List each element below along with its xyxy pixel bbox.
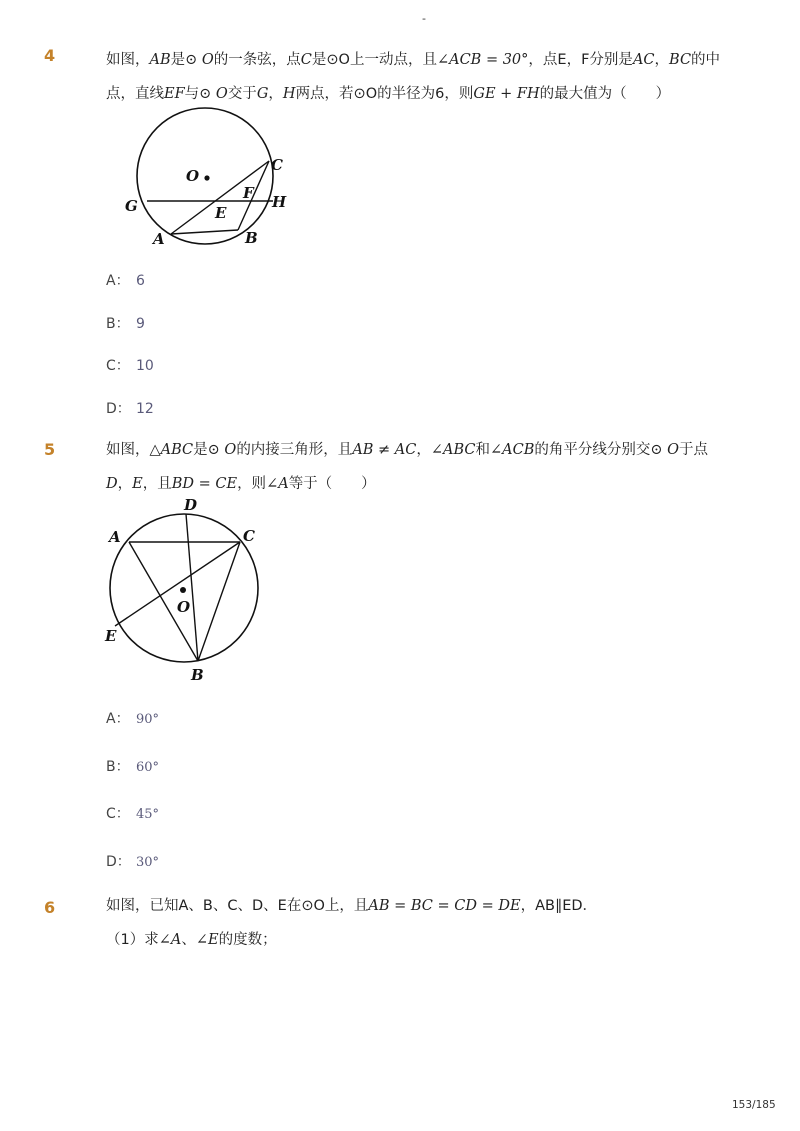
option-value: 45°: [136, 807, 160, 822]
stem-text: 交于: [227, 86, 257, 102]
page-number: 153/185: [732, 1099, 776, 1111]
center-point: [180, 587, 186, 593]
stem-math: AC: [632, 52, 655, 68]
question-4-figure: [118, 104, 298, 254]
label-a: A: [109, 528, 121, 546]
stem-math: AB ≠ AC: [352, 442, 417, 458]
stem-math: ⊙ O: [650, 442, 680, 458]
stem-text: ，: [117, 476, 133, 492]
stem-text: 的中点，直线: [106, 52, 721, 102]
page-top-mark: -: [422, 12, 426, 25]
option-value: 6: [136, 273, 145, 289]
question-5-option-a[interactable]: [106, 708, 159, 730]
option-label: B：: [106, 759, 130, 775]
stem-text: ，: [416, 442, 431, 458]
question-4-option-a[interactable]: [106, 270, 145, 292]
stem-text: 是: [193, 442, 208, 458]
center-point: [204, 175, 209, 180]
stem-text: 的一条弦，点: [213, 52, 301, 68]
stem-math: ∠ABC: [430, 442, 476, 458]
stem-math: H: [282, 86, 296, 102]
stem-math: ∠A: [266, 476, 289, 492]
label-f: F: [243, 184, 254, 202]
option-label: B：: [106, 316, 130, 332]
option-label: D：: [106, 854, 131, 870]
stem-text: ，AB∥ED．: [520, 898, 598, 914]
question-6-subpart-1: [106, 923, 726, 957]
stem-math: AB: [149, 52, 171, 68]
question-4-number: 4: [44, 46, 56, 65]
option-value: 9: [136, 316, 145, 332]
question-6-number: 6: [44, 898, 56, 917]
stem-text: ，且: [142, 476, 172, 492]
stem-text: 如图，已知A、B、C、D、E在⊙O上，且: [106, 898, 369, 914]
question-4-option-d[interactable]: [106, 398, 154, 420]
stem-text: 的角平分线分别交: [534, 442, 651, 458]
stem-math: ⊙ O: [207, 442, 237, 458]
stem-math: EF: [164, 86, 185, 102]
option-value: 60°: [136, 760, 160, 775]
stem-text: 和: [475, 442, 491, 458]
question-5-figure: [100, 496, 270, 688]
stem-text: 的内接三角形，且: [236, 442, 353, 458]
stem-text: 的最大值为（ ）: [539, 86, 671, 102]
stem-math: G: [256, 86, 269, 102]
option-value: 12: [136, 401, 154, 417]
circle-o: [137, 108, 273, 244]
option-label: A：: [106, 273, 130, 289]
option-value: 30°: [136, 855, 160, 870]
label-b: B: [245, 229, 258, 247]
stem-text: ，: [268, 86, 283, 102]
stem-math: ∠A: [158, 932, 182, 948]
stem-text: 与: [184, 86, 200, 102]
option-value: 10: [136, 358, 154, 374]
stem-text: 等于（ ）: [288, 476, 376, 492]
label-b: B: [191, 666, 204, 684]
stem-text: 于点: [679, 442, 709, 458]
label-c: C: [243, 527, 255, 545]
label-a: A: [153, 230, 165, 248]
stem-math: GE + FH: [473, 86, 540, 102]
stem-math: ⊙ O: [199, 86, 228, 102]
question-5-option-c[interactable]: [106, 803, 159, 825]
stem-math: AB = BC = CD = DE: [368, 898, 521, 914]
option-label: A：: [106, 711, 130, 727]
stem-text: （1）求: [106, 932, 159, 948]
label-e: E: [215, 204, 227, 222]
stem-math: ∠E: [195, 932, 219, 948]
question-6-stem: [106, 889, 726, 923]
label-g: G: [125, 197, 138, 215]
question-4-option-c[interactable]: [106, 355, 154, 377]
stem-math: ∠ACB = 30°: [436, 52, 529, 68]
label-o: O: [177, 598, 191, 616]
stem-text: ，: [654, 52, 670, 68]
stem-math: D: [106, 476, 118, 492]
stem-text: 如图，: [106, 442, 150, 458]
label-c: C: [271, 156, 283, 174]
chord-ab: [171, 230, 238, 234]
question-5-number: 5: [44, 440, 56, 459]
question-5-option-b[interactable]: [106, 756, 159, 778]
stem-text: 、: [181, 932, 196, 948]
question-5-option-d[interactable]: [106, 851, 159, 873]
option-value: 90°: [136, 712, 160, 727]
stem-math: △ABC: [149, 442, 194, 458]
stem-math: ⊙ O: [185, 52, 214, 68]
label-e: E: [105, 627, 117, 645]
stem-text: 是: [170, 52, 186, 68]
stem-text: ，点E，F分别是: [528, 52, 633, 68]
stem-text: ，则: [237, 476, 267, 492]
stem-text: 两点，若⊙O的半径为6，则: [295, 86, 474, 102]
option-label: D：: [106, 401, 131, 417]
stem-math: ∠ACB: [490, 442, 535, 458]
option-label: C：: [106, 806, 130, 822]
question-4-stem: [106, 43, 726, 111]
option-label: C：: [106, 358, 130, 374]
label-h: H: [272, 193, 287, 211]
label-o: O: [186, 167, 200, 185]
stem-math: BC: [669, 52, 692, 68]
stem-math: BD = CE: [171, 476, 238, 492]
question-5-stem: [106, 433, 726, 501]
stem-math: C: [300, 52, 312, 68]
stem-math: E: [132, 476, 143, 492]
question-4-option-b[interactable]: [106, 313, 145, 335]
stem-text: 的度数；: [218, 932, 277, 948]
bisector-bd: [186, 514, 198, 661]
label-d: D: [184, 496, 198, 514]
stem-text: 是⊙O上一动点，且: [311, 52, 437, 68]
stem-text: 如图，: [106, 52, 150, 68]
